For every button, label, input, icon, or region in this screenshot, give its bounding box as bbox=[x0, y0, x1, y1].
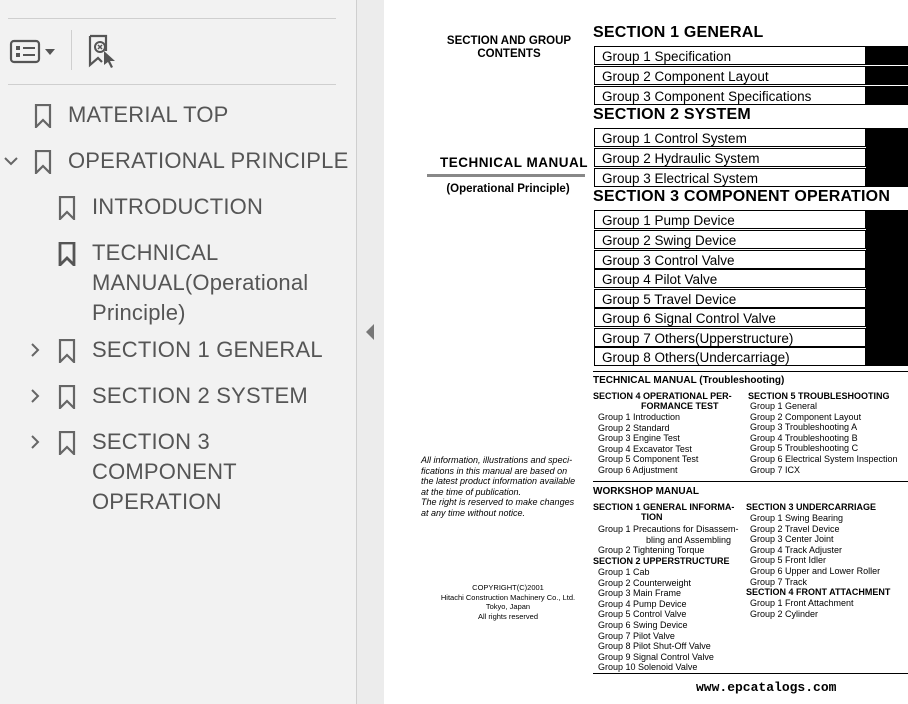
ws-sec4-title: SECTION 4 FRONT ATTACHMENT bbox=[746, 587, 891, 597]
list-item: Group 6 Adjustment bbox=[598, 464, 678, 475]
bookmark-options-button[interactable] bbox=[8, 36, 60, 66]
copyright-line: Hitachi Construction Machinery Co., Ltd. bbox=[440, 592, 576, 602]
group-link[interactable]: Group 7 Others(Upperstructure) bbox=[594, 328, 866, 347]
technical-manual-title: TECHNICAL MANUAL bbox=[440, 155, 588, 170]
bookmark-icon bbox=[34, 150, 52, 174]
list-item: Group 2 Tightening Torque bbox=[598, 545, 705, 556]
bookmark-icon bbox=[58, 385, 76, 409]
bookmark-operational-principle[interactable] bbox=[0, 146, 350, 176]
list-item: Group 6 Swing Device bbox=[598, 619, 688, 630]
list-item: Group 1 Cab bbox=[598, 567, 650, 577]
group-link[interactable]: Group 8 Others(Undercarriage) bbox=[594, 347, 866, 366]
copyright bbox=[434, 583, 582, 621]
group-link[interactable]: Group 4 Pilot Valve bbox=[594, 269, 866, 288]
list-item: Group 3 Center Joint bbox=[750, 534, 834, 545]
list-item: Group 4 Excavator Test bbox=[598, 443, 692, 454]
ws-sec1-list bbox=[598, 524, 739, 556]
group-link[interactable]: Group 2 Component Layout bbox=[594, 66, 866, 85]
list-item: Group 4 Track Adjuster bbox=[750, 544, 843, 555]
list-item: Group 2 Component Layout bbox=[750, 411, 862, 422]
list-item: Group 3 Troubleshooting A bbox=[750, 422, 858, 433]
list-item: Group 1 Front Attachment bbox=[750, 598, 854, 608]
bookmark-icon bbox=[58, 242, 76, 266]
list-item: Group 6 Electrical System Inspection bbox=[750, 453, 898, 464]
list-item: Group 4 Pump Device bbox=[598, 598, 687, 609]
sec4-list bbox=[598, 412, 698, 476]
section-tab-marker bbox=[866, 128, 908, 187]
list-item: Group 7 ICX bbox=[750, 464, 801, 475]
list-item: Group 1 General bbox=[750, 401, 818, 411]
sec4-title-cont: FORMANCE TEST bbox=[641, 401, 719, 411]
bookmark-icon bbox=[34, 104, 52, 128]
operational-principle-subtitle: (Operational Principle) bbox=[446, 183, 570, 195]
list-item: Group 2 Cylinder bbox=[750, 608, 819, 619]
list-item: Group 2 Standard bbox=[598, 422, 670, 433]
disclaimer bbox=[421, 455, 583, 518]
chevron-right-icon[interactable] bbox=[26, 335, 44, 365]
troubleshooting-title: TECHNICAL MANUAL (Troubleshooting) bbox=[593, 375, 785, 386]
list-item: Group 7 Pilot Valve bbox=[598, 630, 675, 641]
bookmark-section-1-general[interactable] bbox=[0, 335, 350, 365]
list-options-icon bbox=[8, 36, 60, 66]
list-item: Group 2 Counterweight bbox=[598, 577, 692, 588]
collapse-panel-arrow-icon[interactable] bbox=[366, 324, 374, 340]
section-1-heading: SECTION 1 GENERAL bbox=[593, 24, 764, 41]
list-item: Group 1 Swing Bearing bbox=[750, 513, 844, 523]
bookmark-label: SECTION 1 GENERAL bbox=[92, 337, 323, 362]
panel-splitter[interactable] bbox=[357, 0, 384, 704]
bookmark-section-3-component-operation[interactable] bbox=[0, 427, 350, 514]
group-link[interactable]: Group 2 Swing Device bbox=[594, 230, 866, 249]
section-2-heading: SECTION 2 SYSTEM bbox=[593, 106, 751, 123]
list-item: Group 3 Main Frame bbox=[598, 588, 682, 599]
list-item: Group 5 Troubleshooting C bbox=[750, 443, 859, 454]
list-item: Group 7 Track bbox=[750, 576, 808, 587]
group-link[interactable]: Group 3 Control Valve bbox=[594, 250, 866, 269]
chevron-down-icon[interactable] bbox=[2, 146, 20, 176]
list-item: Group 4 Troubleshooting B bbox=[750, 432, 858, 443]
list-item: Group 5 Control Valve bbox=[598, 609, 687, 620]
section-tab-marker bbox=[866, 86, 908, 105]
bookmarks-panel bbox=[0, 0, 357, 704]
chevron-right-icon[interactable] bbox=[26, 427, 44, 457]
section-3-heading: SECTION 3 COMPONENT OPERATION bbox=[593, 188, 891, 205]
list-item: Group 8 Pilot Shut-Off Valve bbox=[598, 641, 711, 652]
section-tab-marker bbox=[866, 66, 908, 85]
toolbar-bottom-divider bbox=[8, 84, 336, 85]
document-page bbox=[384, 0, 908, 704]
bookmark-introduction[interactable] bbox=[0, 192, 350, 222]
toolbar-top-divider bbox=[8, 18, 336, 19]
section-group-contents-heading: SECTION AND GROUP CONTENTS bbox=[446, 35, 572, 60]
ws-sec4-list bbox=[750, 598, 854, 619]
disclaimer-line: at any time without notice. bbox=[421, 507, 526, 518]
group-link[interactable]: Group 6 Signal Control Valve bbox=[594, 308, 866, 327]
bookmark-label: SECTION 2 SYSTEM bbox=[92, 383, 308, 408]
sec4-title: SECTION 4 OPERATIONAL PER- bbox=[593, 391, 732, 401]
list-item: bling and Assembling bbox=[646, 534, 732, 545]
bookmark-section-2-system[interactable] bbox=[0, 381, 350, 411]
workshop-title: WORKSHOP MANUAL bbox=[593, 486, 699, 497]
section-tab-marker bbox=[866, 210, 908, 366]
bookmark-material-top[interactable] bbox=[0, 100, 350, 130]
divider bbox=[593, 371, 908, 372]
copyright-line: Tokyo, Japan bbox=[485, 602, 531, 611]
bookmark-label: MATERIAL TOP bbox=[68, 102, 229, 127]
ws-sec3-list bbox=[750, 513, 880, 587]
ws-sec3-title: SECTION 3 UNDERCARRIAGE bbox=[746, 502, 877, 512]
list-item: Group 5 Component Test bbox=[598, 454, 699, 465]
list-item: Group 5 Front Idler bbox=[750, 555, 827, 566]
group-link[interactable]: Group 1 Control System bbox=[594, 128, 866, 147]
bookmark-technical-manual[interactable] bbox=[0, 238, 350, 330]
bookmark-icon bbox=[58, 431, 76, 455]
find-current-bookmark-button[interactable] bbox=[84, 33, 122, 69]
bookmark-label: SECTION 3 COMPONENT OPERATION bbox=[92, 429, 243, 514]
bookmark-label: TECHNICAL MANUAL(Operational Principle) bbox=[92, 240, 309, 325]
group-link[interactable]: Group 1 Pump Device bbox=[594, 210, 866, 229]
ws-sec2-list bbox=[598, 567, 714, 673]
list-item: Group 1 Precautions for Disassem- bbox=[598, 524, 739, 534]
copyright-line: All rights reserved bbox=[477, 611, 539, 621]
disclaimer-line: All information, illustrations and speci- bbox=[421, 455, 573, 465]
divider bbox=[593, 673, 908, 674]
copyright-line: COPYRIGHT(C)2001 bbox=[472, 583, 544, 592]
group-link[interactable]: Group 1 Specification bbox=[594, 46, 866, 65]
group-link[interactable]: Group 2 Hydraulic System bbox=[594, 148, 866, 167]
disclaimer-line: The right is reserved to make changes bbox=[421, 497, 575, 507]
disclaimer-line: the latest product information available bbox=[421, 476, 576, 486]
list-item: Group 3 Engine Test bbox=[598, 433, 680, 444]
chevron-right-icon[interactable] bbox=[26, 381, 44, 411]
list-item: Group 9 Signal Control Valve bbox=[598, 651, 714, 662]
group-link[interactable]: Group 5 Travel Device bbox=[594, 289, 866, 308]
bookmark-icon bbox=[58, 339, 76, 363]
bookmark-search-icon bbox=[84, 33, 122, 69]
disclaimer-line: at the time of publication. bbox=[421, 486, 522, 497]
list-item: Group 10 Solenoid Valve bbox=[598, 662, 698, 673]
group-link[interactable]: Group 3 Electrical System bbox=[594, 168, 866, 187]
bookmark-label: OPERATIONAL PRINCIPLE bbox=[68, 148, 349, 173]
disclaimer-line: fications in this manual are based on bbox=[421, 465, 568, 476]
group-link[interactable]: Group 3 Component Specifications bbox=[594, 86, 866, 105]
ws-sec2-title: SECTION 2 UPPERSTRUCTURE bbox=[593, 556, 730, 566]
ws-sec1-title-cont: TION bbox=[641, 512, 663, 522]
title-underline bbox=[427, 174, 585, 177]
ws-sec1-title: SECTION 1 GENERAL INFORMA- bbox=[593, 502, 735, 512]
watermark: www.epcatalogs.com bbox=[696, 680, 837, 695]
bookmark-label: INTRODUCTION bbox=[92, 194, 264, 219]
list-item: Group 1 Introduction bbox=[598, 412, 681, 422]
sec5-list bbox=[750, 401, 898, 475]
bookmark-icon bbox=[58, 196, 76, 220]
list-item: Group 2 Travel Device bbox=[750, 523, 840, 534]
toolbar-separator bbox=[71, 30, 72, 70]
section-tab-marker bbox=[866, 46, 908, 65]
divider bbox=[593, 481, 908, 482]
sec5-title: SECTION 5 TROUBLESHOOTING bbox=[748, 391, 890, 401]
list-item: Group 6 Upper and Lower Roller bbox=[750, 565, 881, 576]
